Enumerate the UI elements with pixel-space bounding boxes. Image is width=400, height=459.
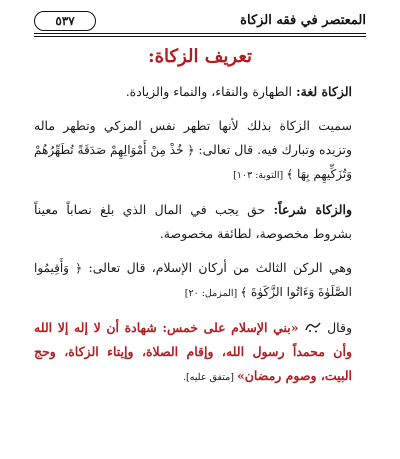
term-legal: والزكاة شرعاً:	[273, 202, 352, 217]
paragraph-pillar	[34, 256, 366, 306]
paragraph-text: حق يجب في المال الذي بلغ نصاباً معيناً بشروط مخصوصة، لطائفة مخصوصة.	[34, 202, 352, 241]
book-page	[4, 4, 396, 455]
sallallahu-alayhi-wasallam-icon	[304, 318, 322, 332]
term-linguistic: الزكاة لغة:	[296, 84, 352, 99]
quran-verse: ﴿ وَأَقِيمُوا الصَّلَوٰةَ وَءَاتُوا الزَّكَوٰةَ ﴾	[34, 261, 352, 299]
running-header-title: المعتصر في فقه الزكاة	[240, 13, 366, 28]
page-content	[34, 44, 366, 394]
paragraph-text: وهي الركن الثالث من أركان الإسلام، قال تعالى:	[82, 260, 352, 275]
page-number-badge: ٥٣٧	[34, 11, 96, 31]
quran-verse: ﴿ خُذْ مِنْ أَمْوَالِهِمْ صَدَقَةً تُطَهِّرُهُمْ وَتُزَكِّيهِم بِهَا ﴾	[34, 143, 352, 181]
paragraph-linguistic-definition	[34, 80, 366, 104]
section-title: تعريف الزكاة:	[147, 46, 253, 67]
header-rule-thin	[34, 36, 366, 37]
paragraph-text: وقال	[321, 320, 352, 335]
paragraph-text: الطهارة والنقاء، والنماء والزيادة.	[125, 84, 296, 99]
page-header	[34, 10, 366, 34]
hadith-text: «بني الإسلام على خمس: شهادة أن لا إله إلا الله وأن محمداً رسول الله، وإقام الصلاة، وإيتاء الزكاة، وحج البيت، وصوم رمضان»	[34, 320, 352, 383]
verse-reference: [المزمل: ٢٠]	[184, 288, 241, 299]
paragraph-legal-definition	[34, 198, 366, 246]
hadith-reference: [متفق عليه].	[183, 372, 237, 383]
paragraph-text: سميت الزكاة بذلك لأنها تطهر نفس المزكي وتطهر ماله وتزيده وتبارك فيه. قال تعالى:	[34, 118, 352, 157]
header-rule	[34, 33, 366, 34]
paragraph-naming-reason	[34, 114, 366, 188]
verse-reference: [التوبة: ١٠٣]	[233, 170, 287, 181]
paragraph-hadith	[34, 316, 366, 390]
